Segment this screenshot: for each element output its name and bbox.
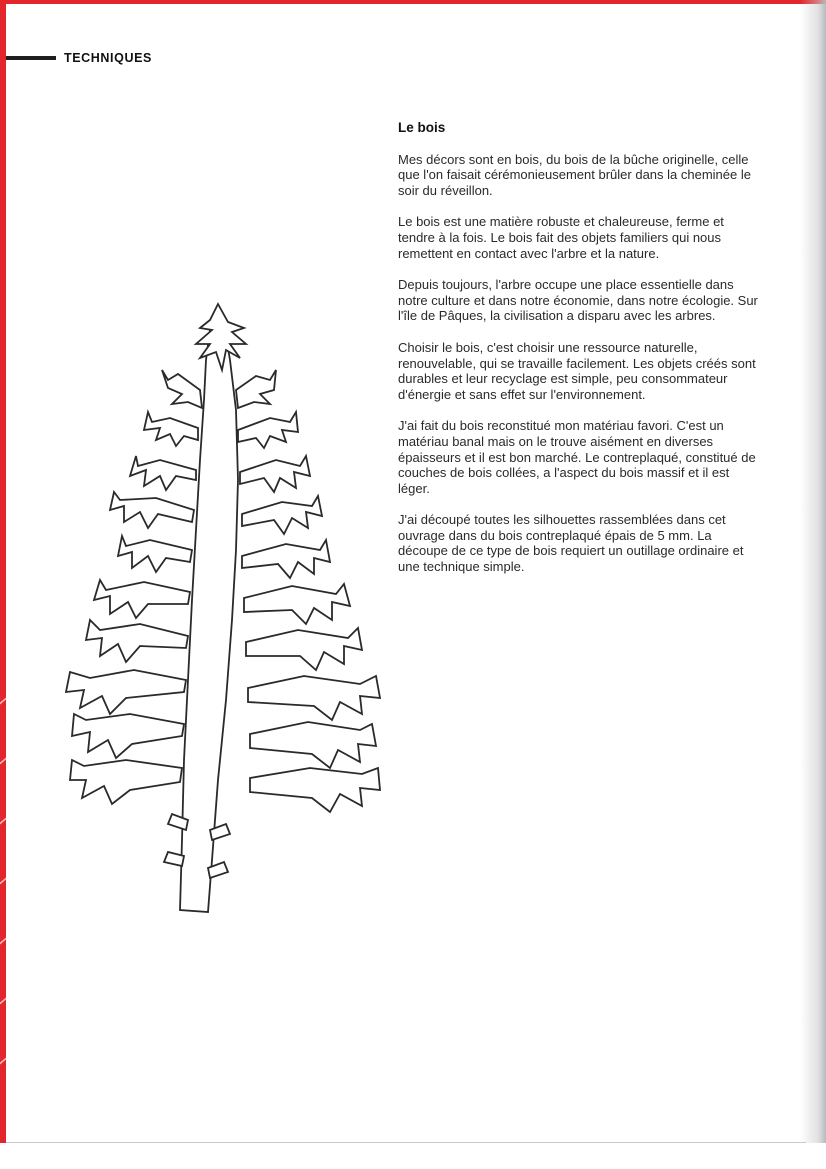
branch-left — [130, 456, 196, 490]
branch-right — [248, 676, 380, 720]
branch-right — [244, 584, 350, 624]
paragraph: Depuis toujours, l'arbre occupe une place essentielle dans notre culture et dans notre économie, dans notre écologie. Sur l'île de Pâques, la civilisation a disparu avec les arbres. — [398, 277, 758, 324]
branch-left — [162, 370, 202, 408]
branch-right — [240, 456, 310, 492]
branch-right — [250, 768, 380, 812]
branch-left — [110, 492, 194, 528]
paragraph: J'ai découpé toutes les silhouettes rassemblées dans cet ouvrage dans du bois contreplaqué épais de 5 mm. La découpe de ce type de bois requiert un outillage ordinaire et une technique simple. — [398, 512, 744, 575]
paragraph: Mes décors sont en bois, du bois de la bûche originelle, celle que l'on faisait cérémonieusement brûler dans la cheminée le soir du réveillon. — [398, 151, 751, 198]
section-header-bar — [6, 56, 56, 60]
section-header — [6, 50, 152, 66]
article-title: Le bois — [398, 120, 446, 135]
branch-right — [250, 722, 376, 768]
fir-tree-silhouette-icon — [60, 300, 390, 925]
top-color-strip — [0, 0, 826, 4]
paragraph: J'ai fait du bois reconstitué mon matériau favori. C'est un matériau banal mais on le trouve aisément en diverses épaisseurs et il est bon marché. Le contreplaqué, constitué de couches de bois collées, a l'aspect du bois massif et il est léger. — [398, 418, 756, 496]
branch-right — [242, 496, 322, 534]
branch-left — [86, 620, 188, 662]
branch-left — [66, 670, 186, 714]
branch-right — [236, 370, 276, 408]
branch-right — [242, 540, 330, 578]
section-label: TECHNIQUES — [64, 51, 152, 65]
branch-left — [118, 536, 192, 572]
article-body — [398, 120, 758, 591]
paragraph: Choisir le bois, c'est choisir une ressource naturelle, renouvelable, qui se travaille facilement. Les objets créés sont durables et leur recyclage est simple, peu consommateur d'énergie et sans effet sur l'environnement. — [398, 339, 756, 402]
tree-top — [196, 304, 246, 370]
page-gutter-shadow — [800, 0, 826, 1150]
branch-left — [70, 760, 182, 804]
branch-left — [72, 714, 184, 758]
left-color-strip — [0, 0, 6, 1150]
branch-left — [144, 412, 198, 446]
branch-right — [238, 412, 298, 448]
page-bottom-margin — [0, 1143, 826, 1169]
branch-left — [94, 580, 190, 618]
paragraph: Le bois est une matière robuste et chaleureuse, ferme et tendre à la fois. Le bois fait des objets familiers qui nous remettent en contact avec l'arbre et la nature. — [398, 214, 724, 261]
branch-right — [246, 628, 362, 670]
